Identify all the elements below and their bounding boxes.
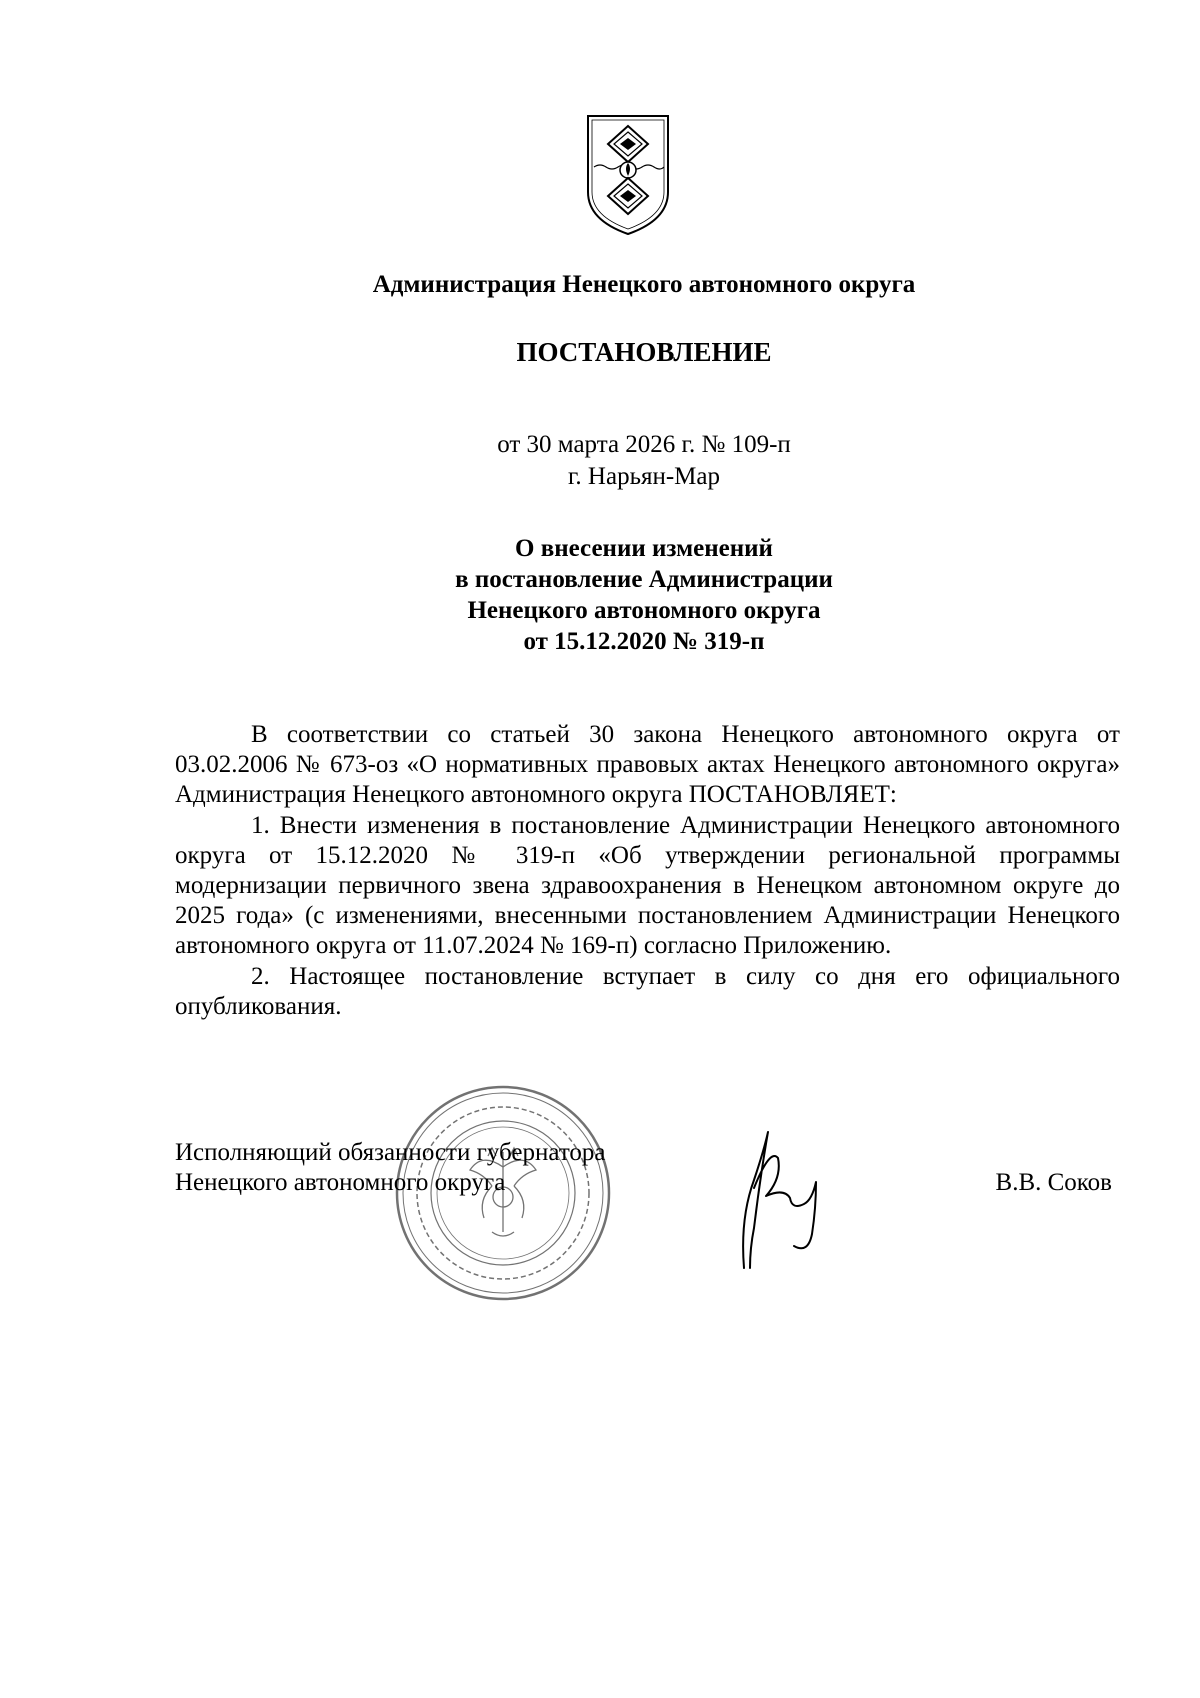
signatory-name: В.В. Соков	[995, 1169, 1112, 1196]
subject-line: Ненецкого автономного округа	[467, 597, 821, 624]
subject-line: от 15.12.2020 № 319-п	[523, 628, 765, 655]
body-paragraph: 1. Внести изменения в постановление Администрации Ненецкого автономного округа от 15.12.2020 № 319-п «Об утверждении региональной программы модернизации первичного звена здравоохранения в Ненецком автономном округе до 2025 года» (с изменениями, внесенными постановлением Администрации Ненецкого автономного округа от 11.07.2024 № 169-п) согласно Приложению.	[175, 811, 1120, 960]
subject-line: О внесении изменений	[515, 535, 773, 562]
organization-title: Администрация Ненецкого автономного округа	[372, 271, 916, 298]
coat-of-arms-icon	[584, 112, 672, 238]
body-paragraph: В соответствии со статьей 30 закона Ненецкого автономного округа от 03.02.2006 № 673-оз «О нормативных правовых актах Ненецкого автономного округа» Администрация Ненецкого автономного округа ПОСТАНОВЛЯЕТ:	[175, 721, 1120, 809]
signatory-position	[175, 1138, 1120, 1198]
handwritten-signature	[720, 1118, 840, 1278]
body-paragraph: 2. Настоящее постановление вступает в силу со дня его официального опубликования.	[175, 962, 1120, 1020]
document-type: ПОСТАНОВЛЕНИЕ	[516, 337, 772, 367]
signature-block	[175, 1138, 1120, 1208]
official-seal	[392, 1082, 614, 1304]
document-body	[175, 720, 1120, 1022]
city: г. Нарьян-Мар	[567, 463, 720, 490]
document-subject	[0, 533, 1200, 657]
date-number: от 30 марта 2026 г. № 109-п	[497, 431, 791, 458]
position-line: Ненецкого автономного округа	[175, 1169, 506, 1196]
position-line: Исполняющий обязанности губернатора	[175, 1139, 606, 1166]
subject-line: в постановление Администрации	[455, 566, 833, 593]
